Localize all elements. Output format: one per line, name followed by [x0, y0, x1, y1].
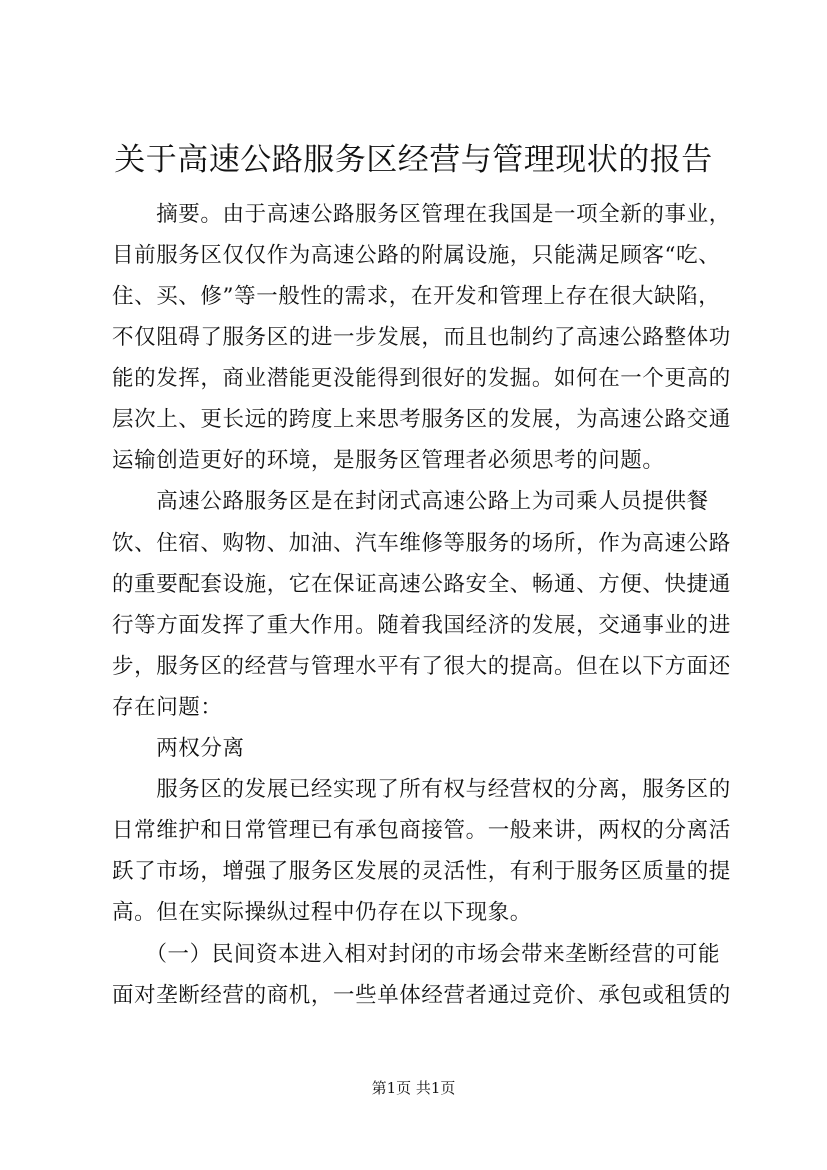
- body-line-18: 高。但在实际操纵过程中仍存在以下现象。: [112, 900, 532, 925]
- body-line-2: 目前服务区仅仅作为高速公路的附属设施，只能满足顾客“吃、: [112, 243, 721, 268]
- body-line-6: 层次上、更长远的跨度上来思考服务区的发展，为高速公路交通: [112, 407, 731, 432]
- body-line-3: 住、买、修”等一般性的需求，在开发和管理上存在很大缺陷，: [112, 284, 721, 309]
- body-line-19: （一）民间资本进入相对封闭的市场会带来垄断经营的可能: [112, 942, 721, 967]
- body-line-1: 摘要。由于高速公路服务区管理在我国是一项全新的事业，: [112, 202, 731, 227]
- body-line-17: 跃了市场，增强了服务区发展的灵活性，有利于服务区质量的提: [112, 859, 731, 884]
- body-line-16: 日常维护和日常管理已有承包商接管。一般来讲，两权的分离活: [112, 818, 731, 843]
- document-title: 关于高速公路服务区经营与管理现状的报告: [114, 142, 713, 178]
- body-line-13: 存在问题：: [112, 695, 223, 720]
- body-line-5: 能的发挥，商业潜能更没能得到很好的发掘。如何在一个更高的: [112, 366, 731, 391]
- body-line-20: 面对垄断经营的商机，一些单体经营者通过竞价、承包或租赁的: [112, 983, 731, 1008]
- page-footer: 第1页 共1页: [371, 1079, 456, 1097]
- section-heading: 两权分离: [112, 736, 245, 761]
- body-line-8: 高速公路服务区是在封闭式高速公路上为司乘人员提供餐: [112, 489, 709, 514]
- body-line-12: 步，服务区的经营与管理水平有了很大的提高。但在以下方面还: [112, 654, 731, 679]
- body-line-10: 的重要配套设施，它在保证高速公路安全、畅通、方便、快捷通: [112, 572, 731, 597]
- body-line-15: 服务区的发展已经实现了所有权与经营权的分离，服务区的: [112, 777, 731, 802]
- body-line-9: 饮、住宿、购物、加油、汽车维修等服务的场所，作为高速公路: [112, 531, 731, 556]
- body-line-11: 行等方面发挥了重大作用。随着我国经济的发展，交通事业的进: [112, 613, 731, 638]
- body-line-4: 不仅阻碍了服务区的进一步发展，而且也制约了高速公路整体功: [112, 325, 731, 350]
- body-line-7: 运输创造更好的环境，是服务区管理者必须思考的问题。: [112, 448, 665, 473]
